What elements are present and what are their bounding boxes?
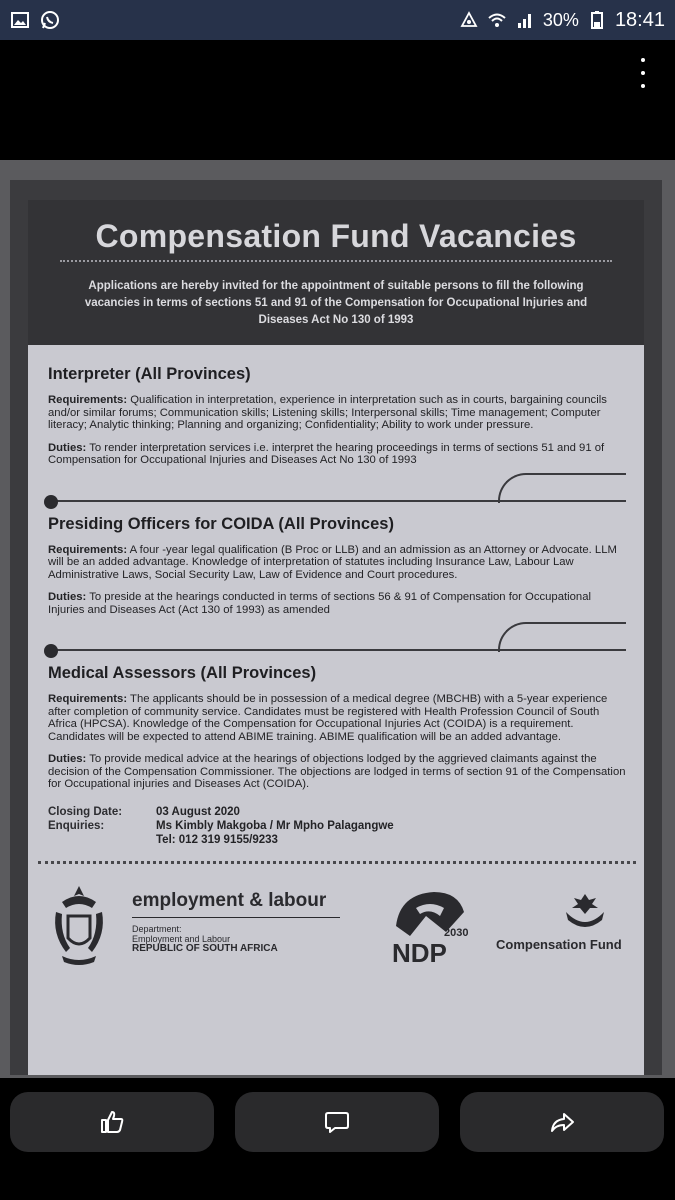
compensation-fund-logo (562, 890, 608, 928)
thumbs-up-icon (97, 1107, 127, 1137)
closing-date-label: Closing Date: (48, 805, 123, 818)
signal-icon (515, 10, 535, 30)
enquiries-label: Enquiries: (48, 819, 105, 832)
brand-rule (132, 917, 340, 918)
whatsapp-icon (40, 10, 60, 30)
share-icon (547, 1107, 577, 1137)
photo-viewer[interactable] (0, 160, 675, 1078)
advert-header (28, 200, 644, 345)
battery-icon (587, 10, 607, 30)
dept-details: Department: Employment and Labour REPUBLIC OF SOUTH AFRICA (132, 923, 278, 954)
section-divider (48, 467, 626, 515)
vacancy-requirements: Requirements: A four -year legal qualification (B Proc or LLB) and an admission as an Attorney or Advocate. LLM will be an added advantage. Knowledge of interpretation of statutes including Insurance Law, Labour Law Administrative Laws, Social Security Law, Law of Evidence and Court procedures. (48, 543, 617, 581)
telephone: Tel: 012 319 9155/9233 (156, 833, 278, 846)
more-vert-icon[interactable] (639, 58, 647, 88)
action-bar (0, 1078, 675, 1200)
ndp-2030-logo (386, 886, 468, 968)
enquiries-value: Ms Kimbly Makgoba / Mr Mpho Palagangwe (156, 819, 394, 832)
closing-date-value: 03 August 2020 (156, 805, 240, 818)
vacancy-title: Presiding Officers for COIDA (All Provinces) (48, 514, 394, 533)
intro-text: Applications are hereby invited for the appointment of suitable persons to fill the following vacancies in terms of sections 51 and 91 of the Compensation for Occupational Injuries and Diseases Act No 130 of 1993 (84, 280, 588, 326)
closing-info (48, 805, 626, 847)
status-bar (0, 0, 675, 40)
vacancy-requirements: Requirements: Qualification in interpretation, experience in interpretation such as in courts, bargaining councils and/or similar forums; Communication skills; Listening skills; Interpersonal skills; Time management; Computer literacy; Analytic thinking; Planning and organizing; Confidentiality; Ability to work under pressure. (48, 394, 607, 431)
page-title: Compensation Fund Vacancies (95, 218, 577, 254)
like-button[interactable] (10, 1092, 214, 1152)
clock: 18:41 (614, 8, 665, 31)
vacancy-duties: Duties: To render interpretation services i.e. interpret the hearing proceedings in terms of sections 51 and 91 of Compensation for Occupational Injuries and Diseases Act No 130 of 1993 (48, 441, 605, 466)
top-toolbar (0, 40, 675, 110)
vacancy-title: Medical Assessors (All Provinces) (48, 664, 317, 682)
compensation-fund-name: Compensation Fund (496, 936, 622, 952)
ndp-year: 2030 (444, 926, 468, 939)
comment-button[interactable] (235, 1092, 439, 1152)
vacancy-duties: Duties: To preside at the hearings conducted in terms of sections 56 & 91 of Compensation for Occupational Injuries and Diseases Act (Act 130 of 1993) as amended (48, 591, 591, 616)
gallery-icon (10, 10, 30, 30)
section-divider (48, 616, 626, 664)
dotted-divider (60, 260, 612, 262)
wifi-icon (487, 10, 507, 30)
vacancy-section (48, 664, 626, 791)
newspaper-advert (10, 180, 662, 1075)
vacancy-requirements: Requirements: The applicants should be in possession of a medical degree (MBCHB) with a 5-year experience after completion of community service. Candidates must be registered with Health Profession Council of South Africa (HPCSA). Knowledge of the Compensation for Occupational Injuries Act (COIDA) is a requirement. Candidates will be expected to attend ABIME training. ABIME qualification will be an added advantage. (48, 693, 608, 743)
advert-footer (48, 864, 626, 974)
vacancy-section (48, 365, 626, 467)
ndp-text: NDP (392, 937, 447, 968)
vacancy-title: Interpreter (All Provinces) (48, 365, 251, 383)
battery-percent: 30% (542, 9, 579, 30)
vacancy-duties: Duties: To provide medical advice at the hearings of objections lodged by the aggrieved claimants against the decision of the Compensation Commissioner. The objections are lodged in terms of section 91 of the Compensation for Occupational injuries and Diseases Act (COIDA). (48, 753, 626, 790)
advert-body (28, 345, 644, 1075)
coat-of-arms-icon (48, 882, 110, 966)
vacancy-section (48, 515, 626, 617)
comment-icon (322, 1107, 352, 1137)
data-saver-icon (459, 10, 479, 30)
share-button[interactable] (460, 1092, 664, 1152)
dept-brand: employment & labour (132, 889, 327, 911)
